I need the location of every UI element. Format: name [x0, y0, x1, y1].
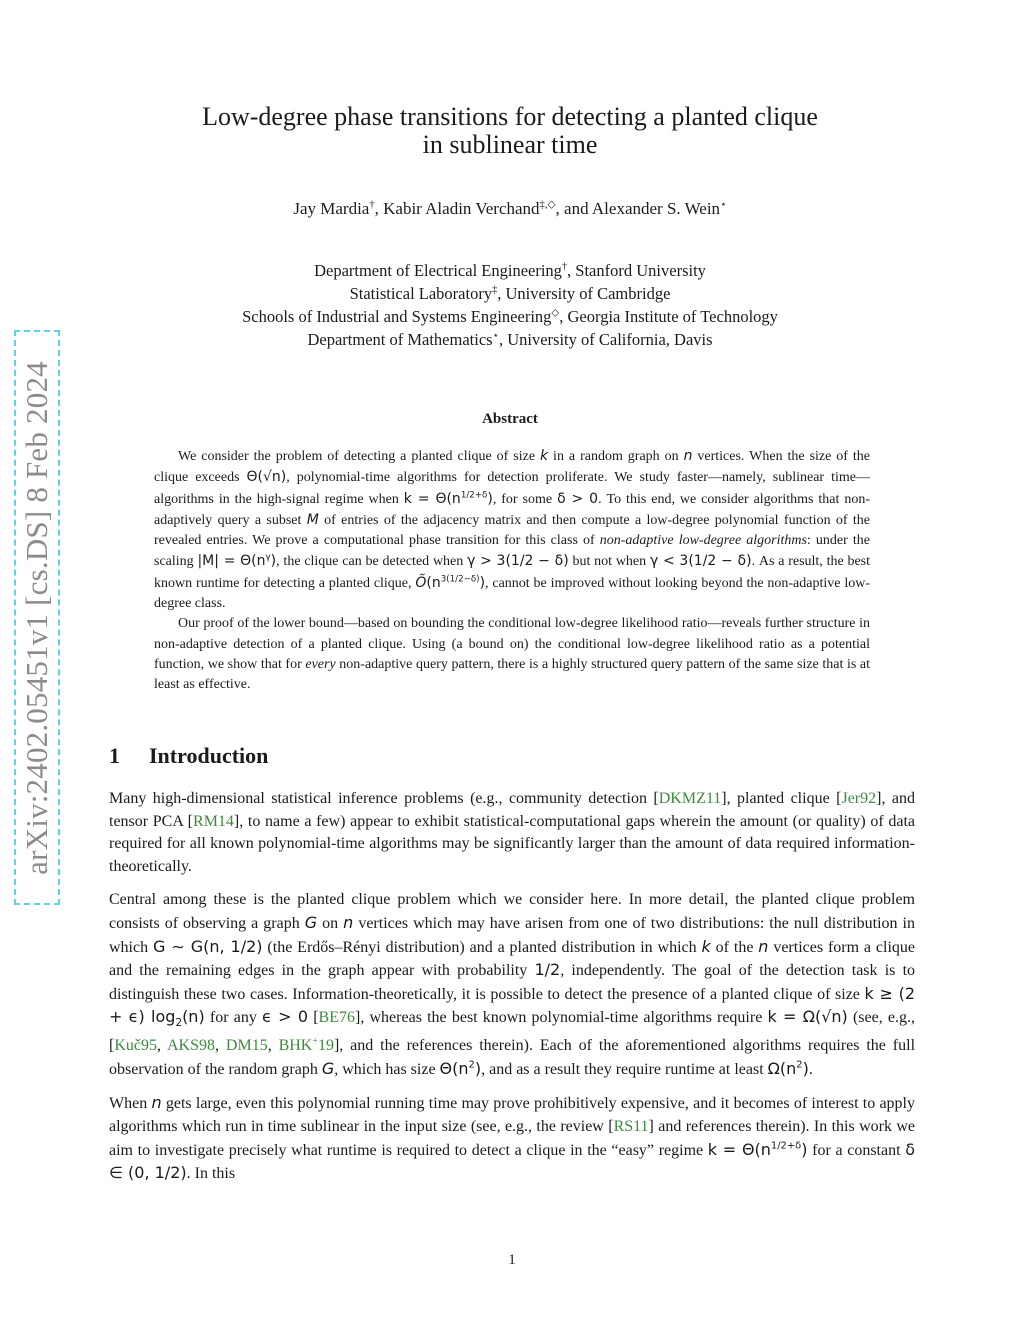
author-separator: , and	[555, 199, 592, 218]
citation-link[interactable]: Kuč95	[114, 1037, 157, 1055]
affiliation-dept: Department of Mathematics	[307, 330, 493, 349]
affiliation-dept: Schools of Industrial and Systems Engineering	[242, 307, 552, 326]
author-list	[130, 199, 890, 219]
title-line-2: in sublinear time	[422, 130, 598, 159]
paper-title	[130, 103, 890, 159]
author-mark: ‡,◇	[539, 199, 556, 211]
author-name: Alexander S. Wein	[591, 199, 721, 218]
arxiv-stamp	[14, 330, 60, 905]
affiliation-mark: ⋆	[492, 330, 499, 342]
title-line-1: Low-degree phase transitions for detecting a planted clique	[202, 102, 818, 131]
affiliation-mark: †	[561, 261, 568, 273]
affiliation-institution: , Georgia Institute of Technology	[559, 307, 778, 326]
abstract-paragraph: Our proof of the lower bound—based on bounding the conditional low-degree likelihood ratio—reveals further structure in non-adaptive detection of a planted clique. Using (a bound on) the conditional low-degree likelihood ratio as a potential function, we show that for every non-adaptive query pattern, there is a highly structured query pattern of the same size that is at least as effective.	[154, 616, 870, 693]
arxiv-identifier: arXiv:2402.05451v1 [cs.DS] 8 Feb 2024	[19, 360, 54, 875]
affiliation-mark: ◇	[551, 307, 560, 319]
section-title: Introduction	[149, 743, 269, 768]
author-separator: ,	[374, 199, 384, 218]
affiliation-dept: Statistical Laboratory	[349, 284, 493, 303]
abstract-body	[154, 446, 870, 696]
citation-link[interactable]: DM15	[225, 1037, 268, 1055]
author-mark: †	[369, 199, 375, 211]
affiliation-dept: Department of Electrical Engineering	[314, 261, 562, 280]
abstract-heading: Abstract	[482, 411, 538, 427]
citation-link[interactable]: AKS98	[167, 1037, 216, 1055]
affiliation-line	[130, 259, 890, 282]
body-paragraph: Central among these is the planted clique problem which we consider here. In more detail, the planted clique problem consists of observing a graph G on n vertices which may have arisen from one of two distributions: the null distribution in which G ∼ G(n, 1/2) (the Erdős–Rényi distribution) and a planted distribution in which k of the n vertices form a clique and the remaining edges in the graph appear with probability 1/2, independently. The goal of the detection task is to distinguish these two cases. Information-theoretically, it is possible to detect the presence of a planted clique of size k ≥ (2 + ϵ) $\log_2(n)$ for any ϵ > 0 [BE76], whereas the best known polynomial-time algorithms require k = Ω(√n) (see, e.g., [Kuč95, AKS98, DM15, BHK+19], and the references therein). Each of the aforementioned algorithms requires the full observation of the random graph G, which has size $\Theta(n^2)$, and as a result they require runtime at least $\Omega(n^2)$.	[109, 891, 916, 1078]
affiliation-institution: , Stanford University	[567, 261, 706, 280]
citation-link[interactable]: RM14	[193, 812, 234, 830]
section-heading	[109, 743, 268, 769]
affiliation-line	[130, 328, 890, 351]
abstract-paragraph: We consider the problem of detecting a planted clique of size k in a random graph on n vertices. When the size of the clique exceeds Θ(√n), polynomial-time algorithms for detection proliferate. We study faster—namely, sublinear time—algorithms in the high-signal regime when $k = \Theta(n^{1/2+\delta})$, for some δ > 0. To this end, we consider algorithms that non-adaptively query a subset M of entries of the adjacency matrix and then compute a low-degree polynomial function of the revealed entries. We prove a computational phase transition for this class of non-adaptive low-degree algorithms: under the scaling $|M| = \Theta(n^\gamma)$, the clique can be detected when γ > 3(1/2 − δ) but not when γ < 3(1/2 − δ). As a result, the best known runtime for detecting a planted clique, $Õ(n^{3(1/2-\delta)})$, cannot be improved without looking beyond the non-adaptive low-degree class.	[154, 448, 871, 612]
section-number: 1	[109, 743, 120, 768]
affiliation-line	[130, 282, 890, 305]
citation-link[interactable]: RS11	[613, 1117, 649, 1135]
citation-link[interactable]: Jer92	[841, 790, 877, 807]
author-name: Jay Mardia	[293, 199, 370, 218]
citation-link[interactable]: DKMZ11	[658, 790, 722, 807]
body-paragraph: When n gets large, even this polynomial running time may prove prohibitively expensive, and it becomes of interest to apply algorithms which run in time sublinear in the input size (see, e.g., the review [RS11] and references therein). In this work we aim to investigate precisely what runtime is required to detect a clique in the “easy” regime $k = \Theta(n^{1/2+\delta})$ for a constant δ ∈ (0, 1/2). In this	[109, 1093, 916, 1183]
affiliation-list	[130, 259, 890, 351]
citation-link[interactable]: BHK+19	[278, 1035, 334, 1055]
affiliation-institution: , University of California, Davis	[498, 330, 713, 349]
page-number: 1	[508, 1252, 516, 1268]
affiliation-mark: ‡	[492, 284, 498, 296]
affiliation-institution: , University of Cambridge	[497, 284, 671, 303]
affiliation-line	[130, 305, 890, 328]
body-text	[109, 788, 915, 1197]
body-paragraph: Many high-dimensional statistical inference problems (e.g., community detection [DKMZ11], planted clique [Jer92], and tensor PCA [RM14], to name a few) appear to exhibit statistical-computational gaps wherein the amount (or quality) of data required for all known polynomial-time algorithms may be significantly larger than the amount of data required information-theoretically.	[109, 790, 916, 875]
citation-link[interactable]: BE76	[318, 1009, 355, 1027]
author-name: Kabir Aladin Verchand	[383, 199, 540, 218]
author-mark: ⋆	[720, 199, 727, 211]
